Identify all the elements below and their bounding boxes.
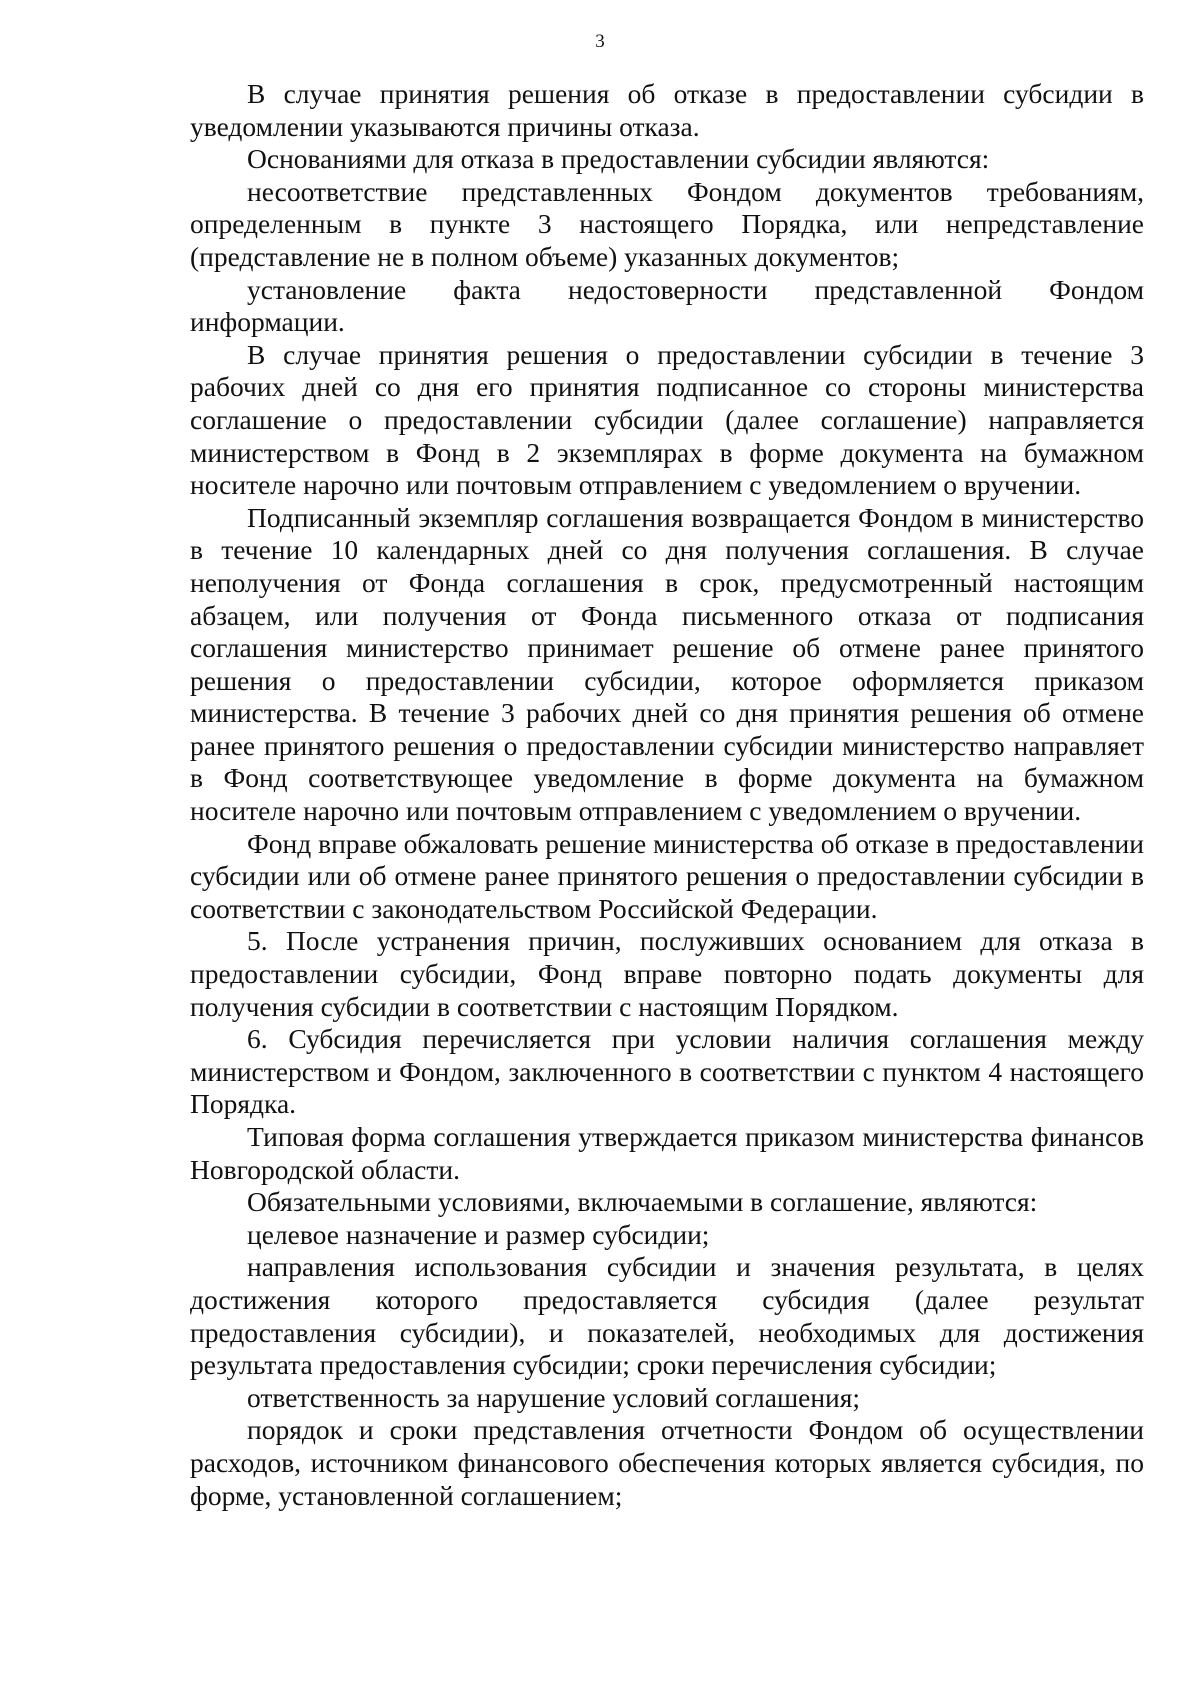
paragraph-agreement-return: Подписанный экземпляр соглашения возвращается Фондом в министерство в течение 10 календарных дней со дня получения соглашения. В случае неполучения от Фонда соглашения в срок, предусмотренный настоящим абзацем, или получения от Фонда письменного отказа от подписания соглашения министерство принимает решение об отмене ранее принятого решения о предоставлении субсидии, которое оформляется приказом министерства. В течение 3 рабочих дней со дня принятия решения об отмене ранее принятого решения о предоставлении субсидии министерство направляет в Фонд соответствующее уведомление в форме документа на бумажном носителе нарочно или почтовым отправлением с уведомлением о вручении. <box>190 501 1144 827</box>
paragraph-item-6: 6. Субсидия перечисляется при условии наличия соглашения между министерством и Фондом, заключенного в соответствии с пунктом 4 настоящего Порядка. <box>190 1023 1144 1120</box>
page-number: 3 <box>595 31 605 52</box>
paragraph-condition-directions: направления использования субсидии и значения результата, в целях достижения которого предоставляется субсидия (далее результат предоставления субсидии), и показателей, необходимых для достижения результата предоставления субсидии; сроки перечисления субсидии; <box>190 1251 1144 1381</box>
paragraph-mandatory-conditions: Обязательными условиями, включаемыми в соглашение, являются: <box>247 1186 1038 1218</box>
document-body <box>190 78 1144 1512</box>
paragraph-appeal: Фонд вправе обжаловать решение министерства об отказе в предоставлении субсидии или об отмене ранее принятого решения о предоставлении субсидии в соответствии с законодательством Российской Федерации. <box>190 827 1144 924</box>
paragraph-item-5: 5. После устранения причин, послуживших основанием для отказа в предоставлении субсидии, Фонд вправе повторно подать документы для получения субсидии в соответствии с настоящим Порядком. <box>190 925 1144 1022</box>
paragraph-condition-responsibility: ответственность за нарушение условий соглашения; <box>247 1381 861 1413</box>
paragraph-condition-purpose: целевое назначение и размер субсидии; <box>247 1218 710 1250</box>
paragraph-standard-form: Типовая форма соглашения утверждается приказом министерства финансов Новгородской области. <box>190 1121 1144 1185</box>
paragraph-refusal-notice: В случае принятия решения об отказе в предоставлении субсидии в уведомлении указываются причины отказа. <box>190 78 1144 142</box>
paragraph-refusal-grounds: Основаниями для отказа в предоставлении субсидии являются: <box>247 143 990 175</box>
paragraph-ground-inaccuracy: установление факта недостоверности представленной Фондом информации. <box>190 273 1144 338</box>
paragraph-agreement-sending: В случае принятия решения о предоставлении субсидии в течение 3 рабочих дней со дня его принятия подписанное со стороны министерства соглашение о предоставлении субсидии (далее соглашение) направляется министерством в Фонд в 2 экземплярах в форме документа на бумажном носителе нарочно или почтовым отправлением с уведомлением о вручении. <box>190 338 1144 501</box>
paragraph-ground-documents: несоответствие представленных Фондом документов требованиям, определенным в пункте 3 настоящего Порядка, или непредставление (представление не в полном объеме) указанных документов; <box>190 175 1144 272</box>
paragraph-condition-reporting: порядок и сроки представления отчетности Фондом об осуществлении расходов, источником финансового обеспечения которых является субсидия, по форме, установленной соглашением; <box>190 1414 1144 1511</box>
